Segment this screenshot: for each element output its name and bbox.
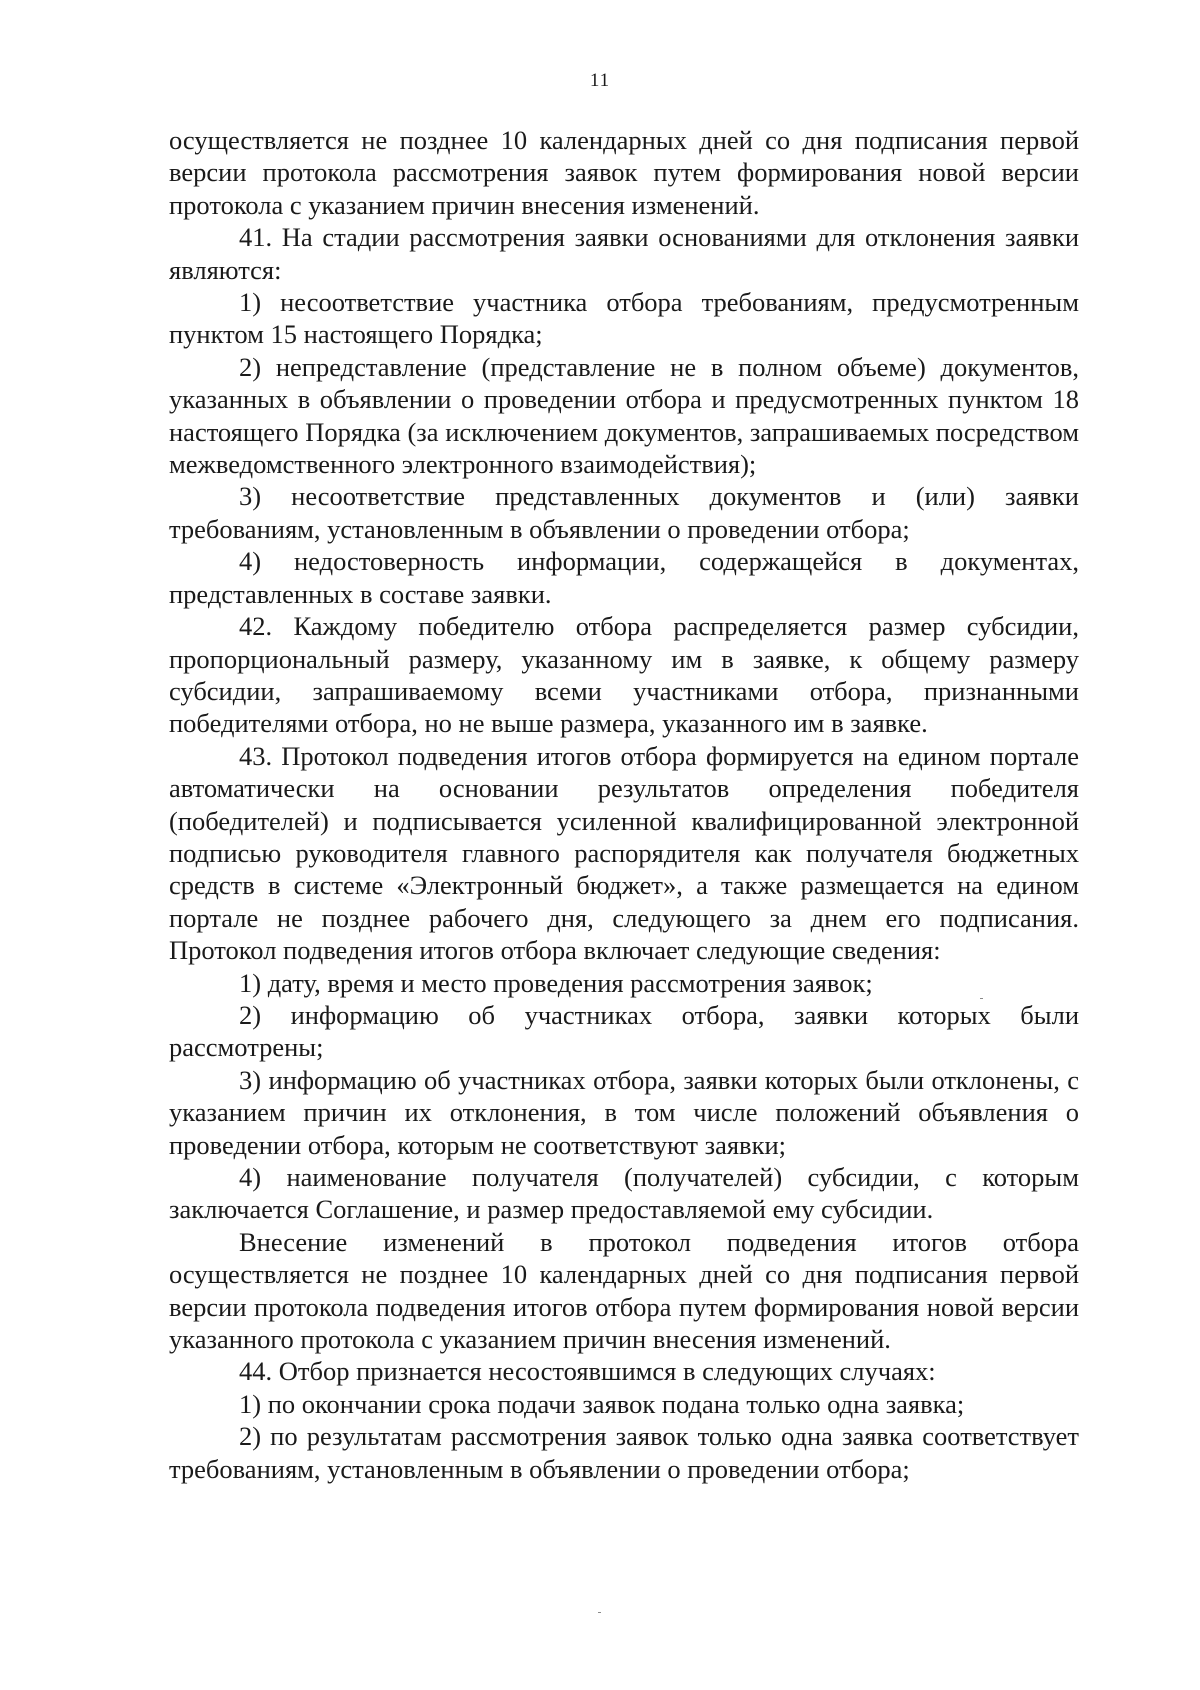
list-item-41-4: 4) недостоверность информации, содержащейся в документах, представленных в составе заявки. xyxy=(169,546,1079,609)
paragraph-clause-43: 43. Протокол подведения итогов отбора формируется на едином портале автоматически на основании результатов определения победителя (победителей) и подписывается усиленной квалифицированной электронной подписью руководителя главного распорядителя как получателя бюджетных средств в системе «Электронный бюджет», а также размещается на едином портале не позднее рабочего дня, следующего за днем его подписания. Протокол подведения итогов отбора включает следующие сведения: xyxy=(169,740,1079,966)
list-item-41-2: 2) непредставление (представление не в полном объеме) документов, указанных в объявлении о проведении отбора и предусмотренных пунктом 18 настоящего Порядка (за исключением документов, запрашиваемых посредством межведомственного электронного взаимодействия); xyxy=(169,351,1079,480)
list-item-43-4: 4) наименование получателя (получателей) субсидии, с которым заключается Соглашение, и размер предоставляемой ему субсидии. xyxy=(169,1162,1079,1225)
list-item-41-3: 3) несоответствие представленных документов и (или) заявки требованиям, установленным в объявлении о проведении отбора; xyxy=(169,481,1079,544)
list-item-43-1: 1) дату, время и место проведения рассмотрения заявок; xyxy=(239,967,873,998)
paragraph-protocol-changes: Внесение изменений в протокол подведения итогов отбора осуществляется не позднее 10 календарных дней со дня подписания первой версии протокола подведения итогов отбора путем формирования новой версии указанного протокола с указанием причин внесения изменений. xyxy=(169,1226,1079,1355)
paragraph-clause-44: 44. Отбор признается несостоявшимся в следующих случаях: xyxy=(239,1356,936,1387)
list-item-43-3: 3) информацию об участниках отбора, заявки которых были отклонены, с указанием причин их отклонения, в том числе положений объявления о проведении отбора, которым не соответствуют заявки; xyxy=(169,1064,1079,1160)
list-item-44-2: 2) по результатам рассмотрения заявок только одна заявка соответствует требованиям, установленным в объявлении о проведении отбора; xyxy=(169,1421,1079,1484)
paragraph-clause-42: 42. Каждому победителю отбора распределяется размер субсидии, пропорциональный размеру, указанному им в заявке, к общему размеру субсидии, запрашиваемому всеми участниками отбора, признанными победителями отбора, но не выше размера, указанного им в заявке. xyxy=(169,611,1079,739)
paragraph-continuation: осуществляется не позднее 10 календарных дней со дня подписания первой версии протокола рассмотрения заявок путем формирования новой версии протокола с указанием причин внесения изменений. xyxy=(169,125,1079,220)
scan-speck xyxy=(598,1612,601,1613)
page-number: 11 xyxy=(589,70,611,91)
list-item-44-1: 1) по окончании срока подачи заявок подана только одна заявка; xyxy=(239,1388,965,1419)
document-body xyxy=(169,124,1079,1485)
list-item-41-1: 1) несоответствие участника отбора требованиям, предусмотренным пунктом 15 настоящего Порядка; xyxy=(169,287,1079,350)
list-item-43-2: 2) информацию об участниках отбора, заявки которых были рассмотрены; xyxy=(169,999,1079,1063)
scan-speck xyxy=(980,998,983,999)
paragraph-clause-41: 41. На стадии рассмотрения заявки основаниями для отклонения заявки являются: xyxy=(169,222,1079,285)
